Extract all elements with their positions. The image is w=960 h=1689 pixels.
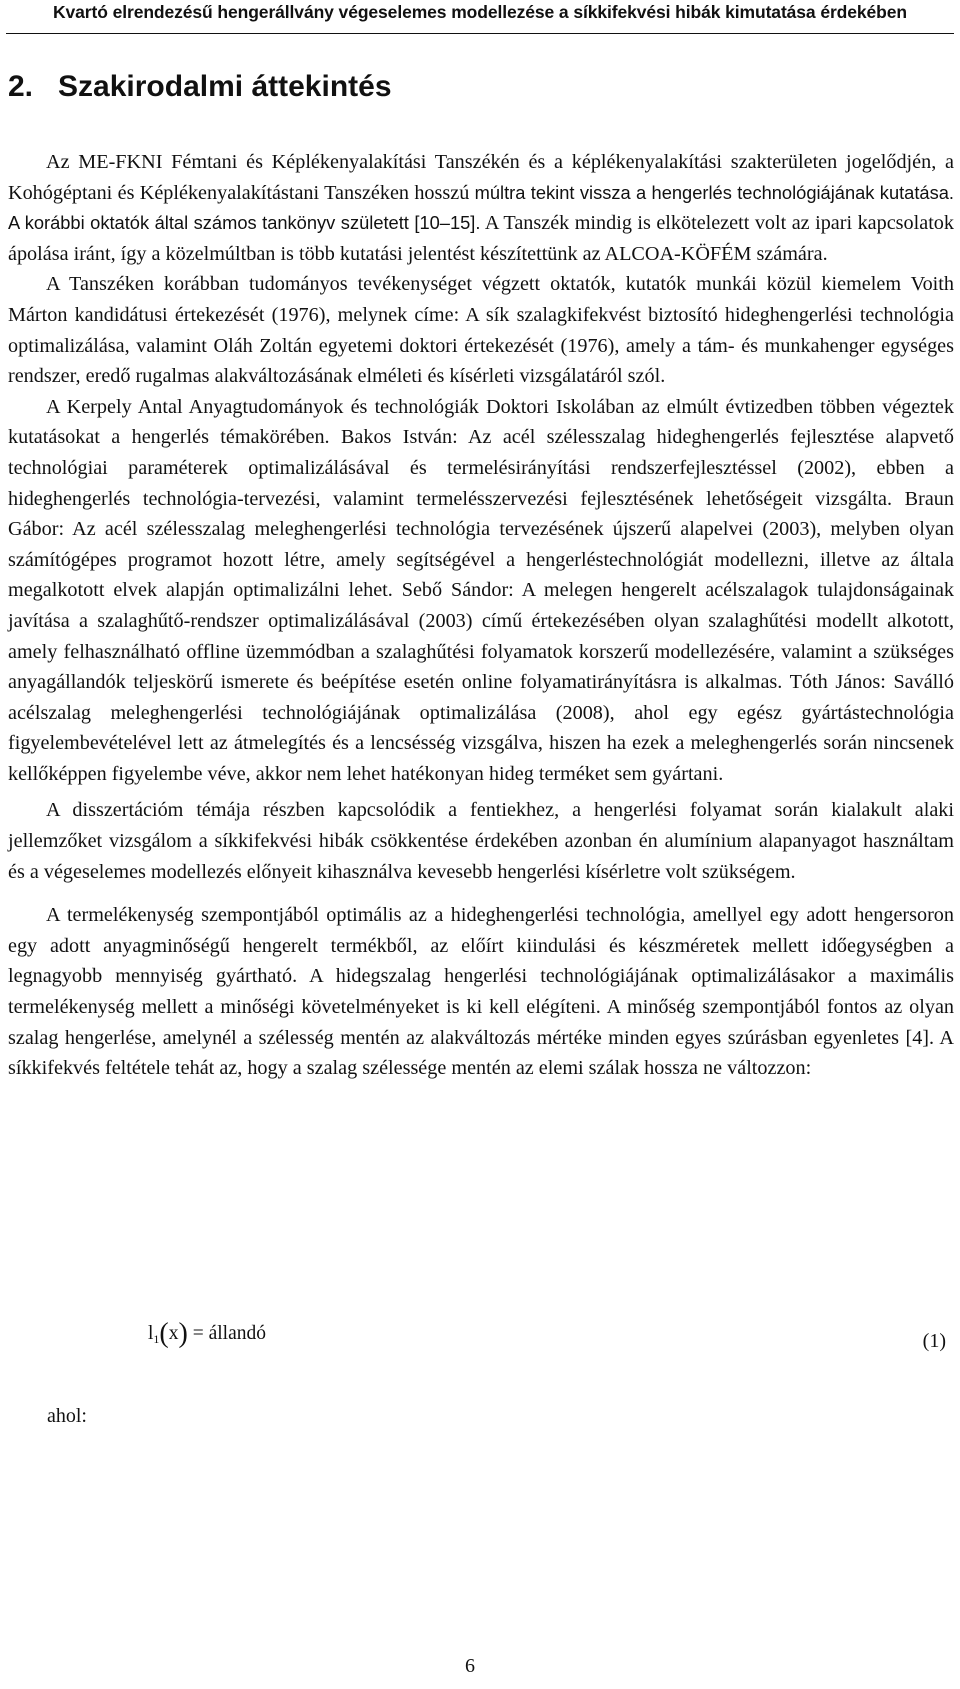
paragraph-1	[8, 147, 954, 269]
paragraph-1-part-a: Az ME-FKNI Fémtani és Képlékenyalakítási Tanszékén és a képlékenyalakítási szakterületen jogelődjén, a Kohógéptani és Képlékenyalakítástani Tanszéken hosszú	[8, 151, 954, 204]
body-text	[8, 147, 954, 1084]
equation-1	[148, 1318, 266, 1350]
equation-open-paren: (	[159, 1318, 169, 1349]
paragraph-4: A disszertációm témája részben kapcsolódik a fentiekhez, a hengerlési folyamat során kialakult alaki jellemzőket vizsgálom a síkkifekvési hibák csökkentése érdekében azonban én alumínium alapanyagot használtam és a végeselemes modellezés előnyeit kihasználva kevesebb hengerlési kísérletre volt szükségem.	[8, 799, 954, 883]
paragraph-2: A Tanszéken korábban tudományos tevékenységet végzett oktatók, kutatók munkái közül kiemelem Voith Márton kandidátusi értekezését (1976), melynek címe: A sík szalagkifekvést biztosító hideghengerlési technológia optimalizálása, valamint Oláh Zoltán egyetemi doktori értekezését (1976), amely a tám- és munkahenger egységes rendszer, eredő rugalmas alakváltozásának elméleti és kísérleti vizsgálatáról szól.	[8, 273, 954, 388]
section-number: 2.	[8, 70, 34, 103]
section-heading	[8, 70, 392, 104]
equation-rhs: = állandó	[187, 1323, 266, 1344]
paragraph-1-part-b: múltra tekint vissza a hengerlés technológiájának kutatása. A korábbi oktatók által számos tankönyv született [10–15].	[8, 181, 954, 234]
equation-close-paren: )	[178, 1318, 188, 1349]
section-title: Szakirodalmi áttekintés	[58, 70, 392, 103]
paragraph-3: A Kerpely Antal Anyagtudományok és technológiák Doktori Iskolában az elmúlt évtizedben többen végeztek kutatásokat a hengerlés témakörében. Bakos István: Az acél szélesszalag hideghengerlés fejlesztése alapvető technológiai paraméterek optimalizálásával és termelésirányítási rendszerfejlesztéssel (2002), ebben a hideghengerlés technológia-tervezési, valamint termelésszervezési fejlesztésének lehetőségeit vizsgálta. Braun Gábor: Az acél szélesszalag meleghengerlési technológia tervezésének újszerű alapelvei (2003), melyben olyan számítógépes programot hozott létre, amely segítségével a hengerléstechnológiát modellezni, illetve az általa megalkotott elvek alapján optimalizálni lehet. Sebő Sándor: A melegen hengerelt acélszalagok tulajdonságainak javítása a szalaghűtő-rendszer optimalizálásával (2003) című értekezésében olyan szalaghűtési modellt alkotott, amely felhasználható offline üzemmódban a szalaghűtési folyamatok korszerű modellezésére, valamint a szükséges anyagállandók teljeskörű ismerete és beépítése esetén online folyamatirányításra is alkalmas. Tóth János: Saválló acélszalag meleghengerlési technológiájának optimalizálása (2008), ahol egy egész gyártástechnológia figyelembevételével lett az átmelegítés és a lencsésség vizsgálva, hiszen ha ezek a meleghengerlés során nincsenek kellőképpen figyelembe véve, akkor nem lehet hatékonyan hideg terméket sem gyártani.	[8, 395, 954, 785]
where-label: ahol:	[47, 1405, 87, 1427]
paragraph-1-part-c: A Tanszék mindig is elkötelezett volt az ipari kapcsolatok ápolása iránt, így a közelmúltban is több kutatási jelentést készítettünk az ALCOA-KÖFÉM számára.	[8, 212, 954, 265]
running-header: Kvartó elrendezésű hengerállvány végeselemes modellezése a síkkifekvési hibák kimutatása érdekében	[53, 2, 907, 22]
equation-symbol: l	[148, 1323, 154, 1344]
page-number: 6	[465, 1655, 475, 1677]
paragraph-5: A termelékenység szempontjából optimális az a hideghengerlési technológia, amellyel egy adott hengersoron egy adott anyagminőségű hengerelt termékből, az előírt kiindulási és készméretek mellett időegységben a legnagyobb mennyiség gyártható. A hidegszalag hengerlési technológiájának optimalizálásakor a maximális termelékenység mellett a minőségi követelményeket is ki kell elégíteni. A minőség szempontjából fontos az olyan szalag hengerlése, amelynél a szélesség mentén az alakváltozás mértéke minden egyes szúrásban egyenletes [4]. A síkkifekvés feltétele tehát az, hogy a szalag szélessége mentén az elemi szálak hossza ne változzon:	[8, 904, 954, 1080]
header-divider	[6, 33, 954, 34]
equation-variable: x	[168, 1323, 179, 1344]
equation-number: (1)	[922, 1330, 946, 1352]
equation-subscript: 1	[153, 1332, 160, 1346]
